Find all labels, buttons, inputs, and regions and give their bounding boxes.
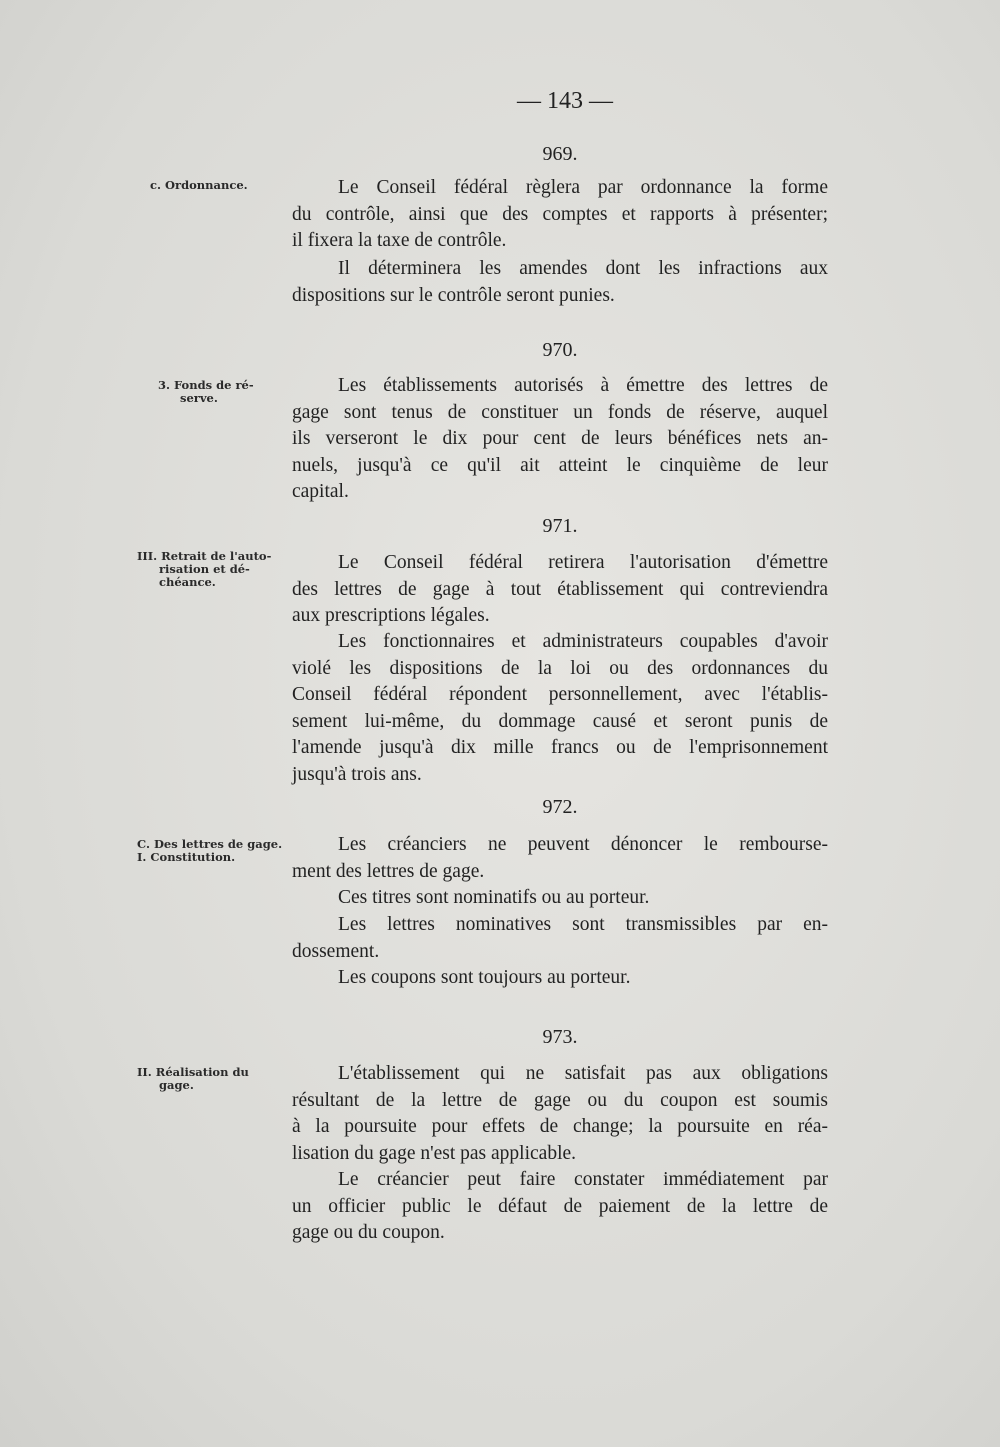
text-line: Le créancier peut faire constater immédiatement par <box>338 1169 828 1190</box>
margin-note <box>137 1066 249 1092</box>
text-line: lisation du gage n'est pas applicable. <box>292 1142 577 1164</box>
text-line: l'amende jusqu'à dix mille francs ou de l'emprisonnement <box>292 737 828 758</box>
margin-line: risation et dé- <box>159 562 250 576</box>
paragraph <box>292 912 828 965</box>
margin-line: C. Des lettres de gage. <box>137 837 283 851</box>
margin-note <box>137 550 271 589</box>
margin-line: 3. Fonds de ré- <box>158 378 254 392</box>
article-number: 970. <box>542 339 578 361</box>
margin-line: c. Ordonnance. <box>150 178 248 192</box>
text-line: Les établissements autorisés à émettre des lettres de <box>338 375 828 396</box>
article-number: 971. <box>542 515 578 537</box>
text-line: Les fonctionnaires et administrateurs coupables d'avoir <box>338 631 828 652</box>
text-line: sement lui-même, du dommage causé et seront punis de <box>292 710 828 732</box>
article-number: 969. <box>542 143 578 165</box>
text-line: du contrôle, ainsi que des comptes et rapports à présenter; <box>292 203 828 225</box>
text-line: il fixera la taxe de contrôle. <box>292 230 507 251</box>
text-line: Ces titres sont nominatifs ou au porteur. <box>338 887 650 908</box>
text-line: dossement. <box>292 940 380 962</box>
text-line: ils verseront le dix pour cent de leurs bénéfices nets an- <box>292 428 828 449</box>
margin-line: I. Constitution. <box>137 850 236 864</box>
text-line: Le Conseil fédéral retirera l'autorisation d'émettre <box>338 552 828 573</box>
paragraph <box>292 885 828 912</box>
paragraph <box>292 256 828 309</box>
paragraph <box>292 832 828 885</box>
paragraph <box>292 373 828 506</box>
text-line: Conseil fédéral répondent personnellement, avec l'établis- <box>292 684 828 705</box>
text-line: capital. <box>292 481 349 502</box>
text-line: nuels, jusqu'à ce qu'il ait atteint le cinquième de leur <box>292 454 828 476</box>
paragraph <box>292 965 828 992</box>
text-line: des lettres de gage à tout établissement qui contreviendra <box>292 578 828 600</box>
margin-line: gage. <box>159 1078 194 1092</box>
paragraph <box>292 550 828 630</box>
margin-line: II. Réalisation du <box>137 1065 249 1079</box>
margin-note <box>158 379 254 405</box>
paragraph <box>292 629 828 788</box>
text-line: Le Conseil fédéral règlera par ordonnance la forme <box>338 177 828 198</box>
text-line: ment des lettres de gage. <box>292 860 485 882</box>
margin-line: chéance. <box>159 575 216 589</box>
article-number: 972. <box>542 796 578 818</box>
text-line: résultant de la lettre de gage ou du coupon est soumis <box>292 1089 828 1111</box>
text-line: violé les dispositions de la loi ou des ordonnances du <box>292 657 828 679</box>
margin-line: serve. <box>180 391 218 405</box>
paragraph <box>292 1167 828 1247</box>
text-line: aux prescriptions légales. <box>292 605 490 626</box>
text-line: un officier public le défaut de paiement de la lettre de <box>292 1195 828 1217</box>
page-number: — 143 — <box>517 88 613 114</box>
margin-line: III. Retrait de l'auto- <box>137 549 272 563</box>
text-line: dispositions sur le contrôle seront punies. <box>292 284 615 306</box>
margin-note <box>137 838 282 864</box>
text-line: Les coupons sont toujours au porteur. <box>338 967 631 988</box>
text-line: à la poursuite pour effets de change; la poursuite en réa- <box>292 1116 828 1137</box>
text-line: Les créanciers ne peuvent dénoncer le rembourse- <box>338 834 828 855</box>
text-line: Il déterminera les amendes dont les infractions aux <box>338 258 828 279</box>
article-number: 973. <box>542 1026 578 1048</box>
text-line: gage sont tenus de constituer un fonds de réserve, auquel <box>292 401 828 423</box>
paragraph <box>292 1061 828 1167</box>
text-line: Les lettres nominatives sont transmissibles par en- <box>338 914 828 935</box>
text-line: jusqu'à trois ans. <box>292 763 422 785</box>
paragraph <box>292 175 828 255</box>
text-line: gage ou du coupon. <box>292 1222 445 1243</box>
text-line: L'établissement qui ne satisfait pas aux obligations <box>338 1063 828 1084</box>
margin-note <box>150 179 248 192</box>
